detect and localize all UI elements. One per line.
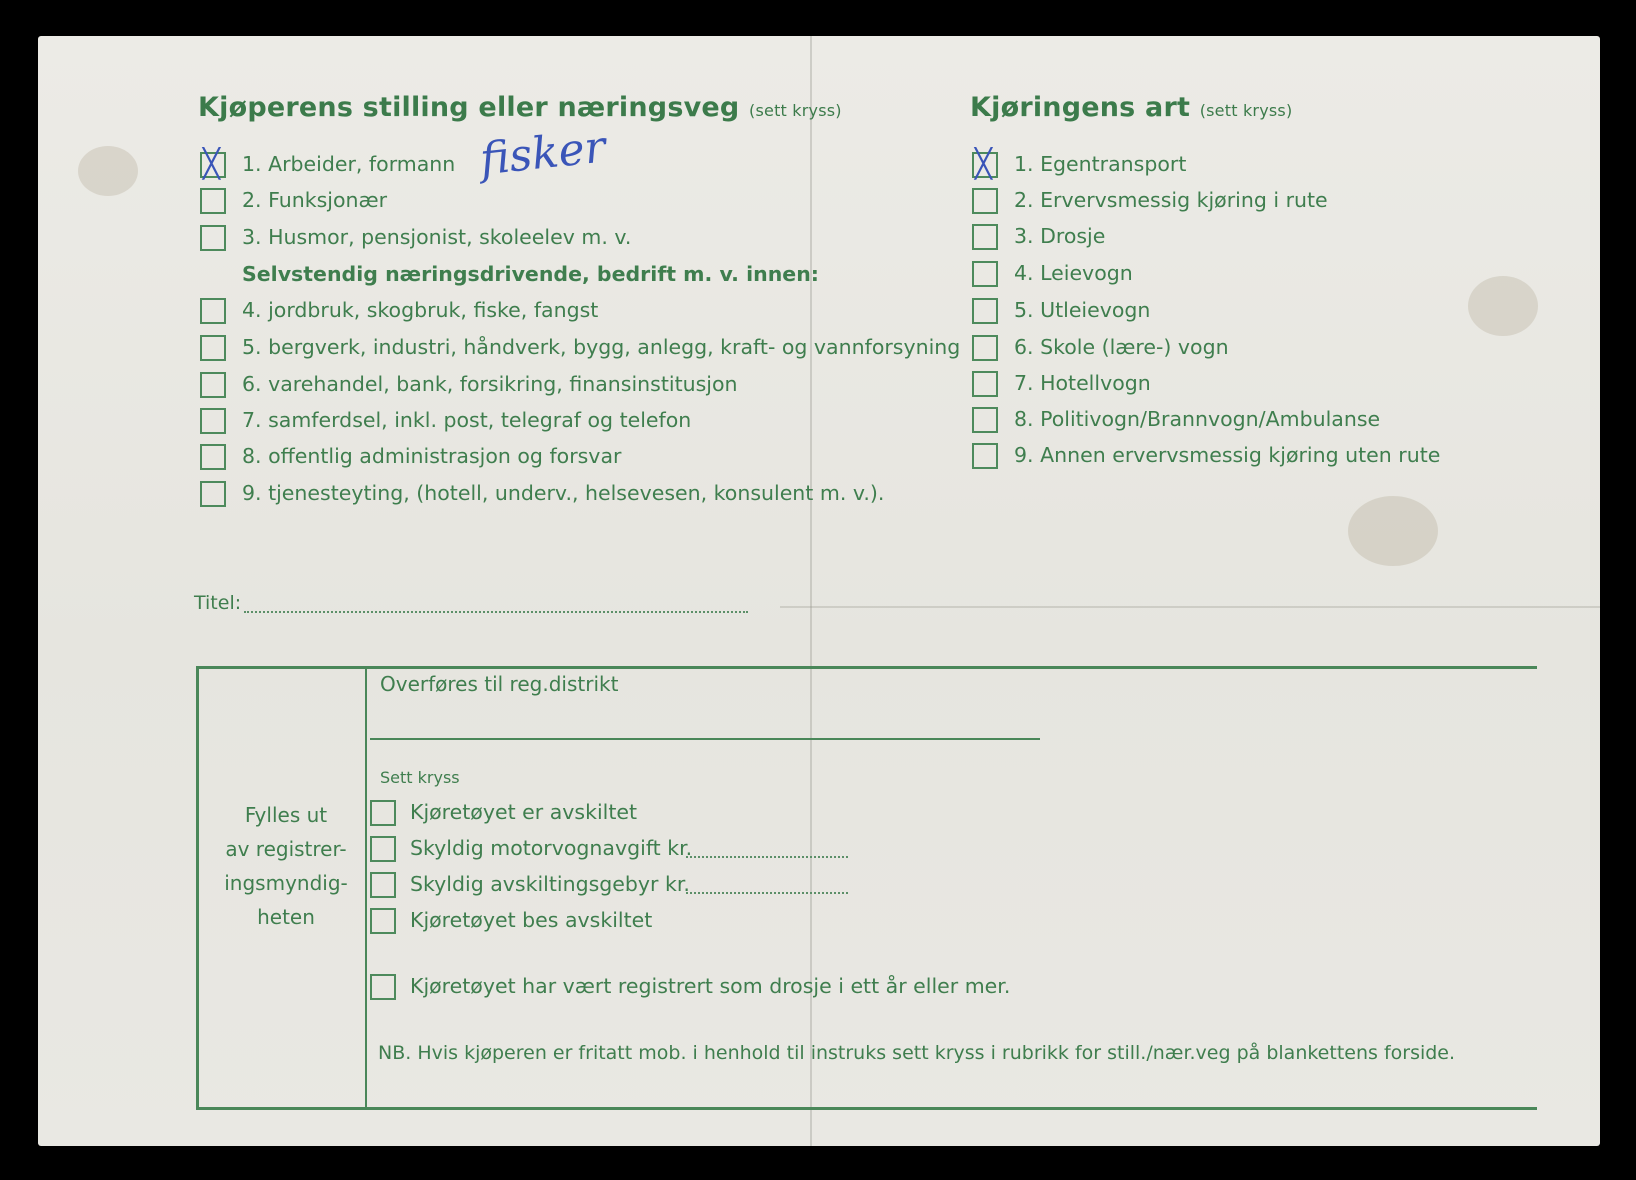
checkbox-husmor[interactable] [200,225,226,251]
side-line: ingsmyndig- [224,871,348,895]
option-label: 4. jordbruk, skogbruk, fiske, fangst [242,298,599,322]
cross-mark-icon: ╳ [203,147,220,180]
handwritten-occupation: fisker [477,121,608,186]
checkbox-funksjonaer[interactable] [200,188,226,214]
drosje-check-label: Kjøretøyet har vært registrert som drosje i ett år eller mer. [410,974,1011,998]
option-label: 9. tjenesteyting, (hotell, underv., helsevesen, konsulent m. v.). [242,481,885,505]
option-label: 6. Skole (lære-) vogn [1014,335,1229,359]
checkbox-tjenesteyting[interactable] [200,481,226,507]
option-label: 2. Funksjonær [242,188,388,212]
checkbox-ervervsmessig-rute[interactable] [972,188,998,214]
option-label: 2. Ervervsmessig kjøring i rute [1014,188,1328,212]
check-label: Skyldig avskiltingsgebyr kr. [410,872,690,896]
check-label: Kjøretøyet er avskiltet [410,800,638,824]
option-label: 7. Hotellvogn [1014,371,1151,395]
subheading: Selvstendig næringsdrivende, bedrift m. v. innen: [242,262,819,286]
checkbox-skolevogn[interactable] [972,335,998,361]
stain [1348,496,1438,566]
stain [78,146,138,196]
motorvognavgift-amount-field[interactable] [686,856,848,858]
checkbox-drosje[interactable] [972,224,998,250]
option-label: 3. Drosje [1014,224,1106,248]
checkbox-jordbruk[interactable] [200,298,226,324]
right-section-title: Kjøringens art (sett kryss) [970,92,1293,123]
titel-label: Titel: [194,592,242,614]
left-section-note: (sett kryss) [749,101,842,120]
checkbox-utleievogn[interactable] [972,298,998,324]
option-label: 8. offentlig administrasjon og forsvar [242,444,622,468]
checkbox-motorvognavgift[interactable] [370,836,396,862]
side-line: av registrer- [225,837,347,861]
nb-note: NB. Hvis kjøperen er fritatt mob. i henhold til instruks sett kryss i rubrikk for still./nær.veg på blankettens forside. [378,1042,1456,1064]
checkbox-avskiltet[interactable] [370,800,396,826]
checkbox-avskiltingsgebyr[interactable] [370,872,396,898]
checkbox-drosje-ett-aar[interactable] [370,974,396,1000]
right-section-note: (sett kryss) [1199,101,1293,120]
option-label: 5. Utleievogn [1014,298,1151,322]
left-section-title: Kjøperens stilling eller næringsveg (sett kryss) [198,92,842,123]
stain [1468,276,1538,336]
checkbox-samferdsel[interactable] [200,408,226,434]
checkbox-arbeider[interactable] [200,147,226,180]
checkbox-varehandel[interactable] [200,372,226,398]
check-label: Kjøretøyet bes avskiltet [410,908,653,932]
registry-side-label [206,798,366,934]
option-label: 4. Leievogn [1014,261,1133,285]
sett-kryss-label: Sett kryss [380,768,460,787]
transfer-label: Overføres til reg.distrikt [380,672,619,696]
side-line: heten [257,905,315,929]
option-label: 9. Annen ervervsmessig kjøring uten rute [1014,443,1441,467]
fold-horizontal [780,606,1600,608]
checkbox-bergverk[interactable] [200,335,226,361]
checkbox-politivogn[interactable] [972,407,998,433]
checkbox-egentransport[interactable] [972,147,998,180]
checkbox-offentlig[interactable] [200,444,226,470]
option-label: 3. Husmor, pensjonist, skoleelev m. v. [242,225,632,249]
side-line: Fylles ut [244,803,328,827]
avskiltingsgebyr-amount-field[interactable] [686,892,848,894]
option-label: 6. varehandel, bank, forsikring, finansinstitusjon [242,372,738,396]
option-label: 1. Egentransport [1014,152,1187,176]
cross-mark-icon: ╳ [975,147,992,180]
checkbox-leievogn[interactable] [972,261,998,287]
option-label: 5. bergverk, industri, håndverk, bygg, anlegg, kraft- og vannforsyning [242,335,961,359]
option-label: 1. Arbeider, formann [242,152,456,176]
titel-field[interactable] [244,611,748,613]
option-label: 7. samferdsel, inkl. post, telegraf og telefon [242,408,692,432]
transfer-field[interactable] [370,738,1040,740]
check-label: Skyldig motorvognavgift kr. [410,836,693,860]
option-label: 8. Politivogn/Brannvogn/Ambulanse [1014,407,1381,431]
checkbox-hotellvogn[interactable] [972,371,998,397]
checkbox-bes-avskiltet[interactable] [370,908,396,934]
checkbox-annen-kjoring[interactable] [972,443,998,469]
